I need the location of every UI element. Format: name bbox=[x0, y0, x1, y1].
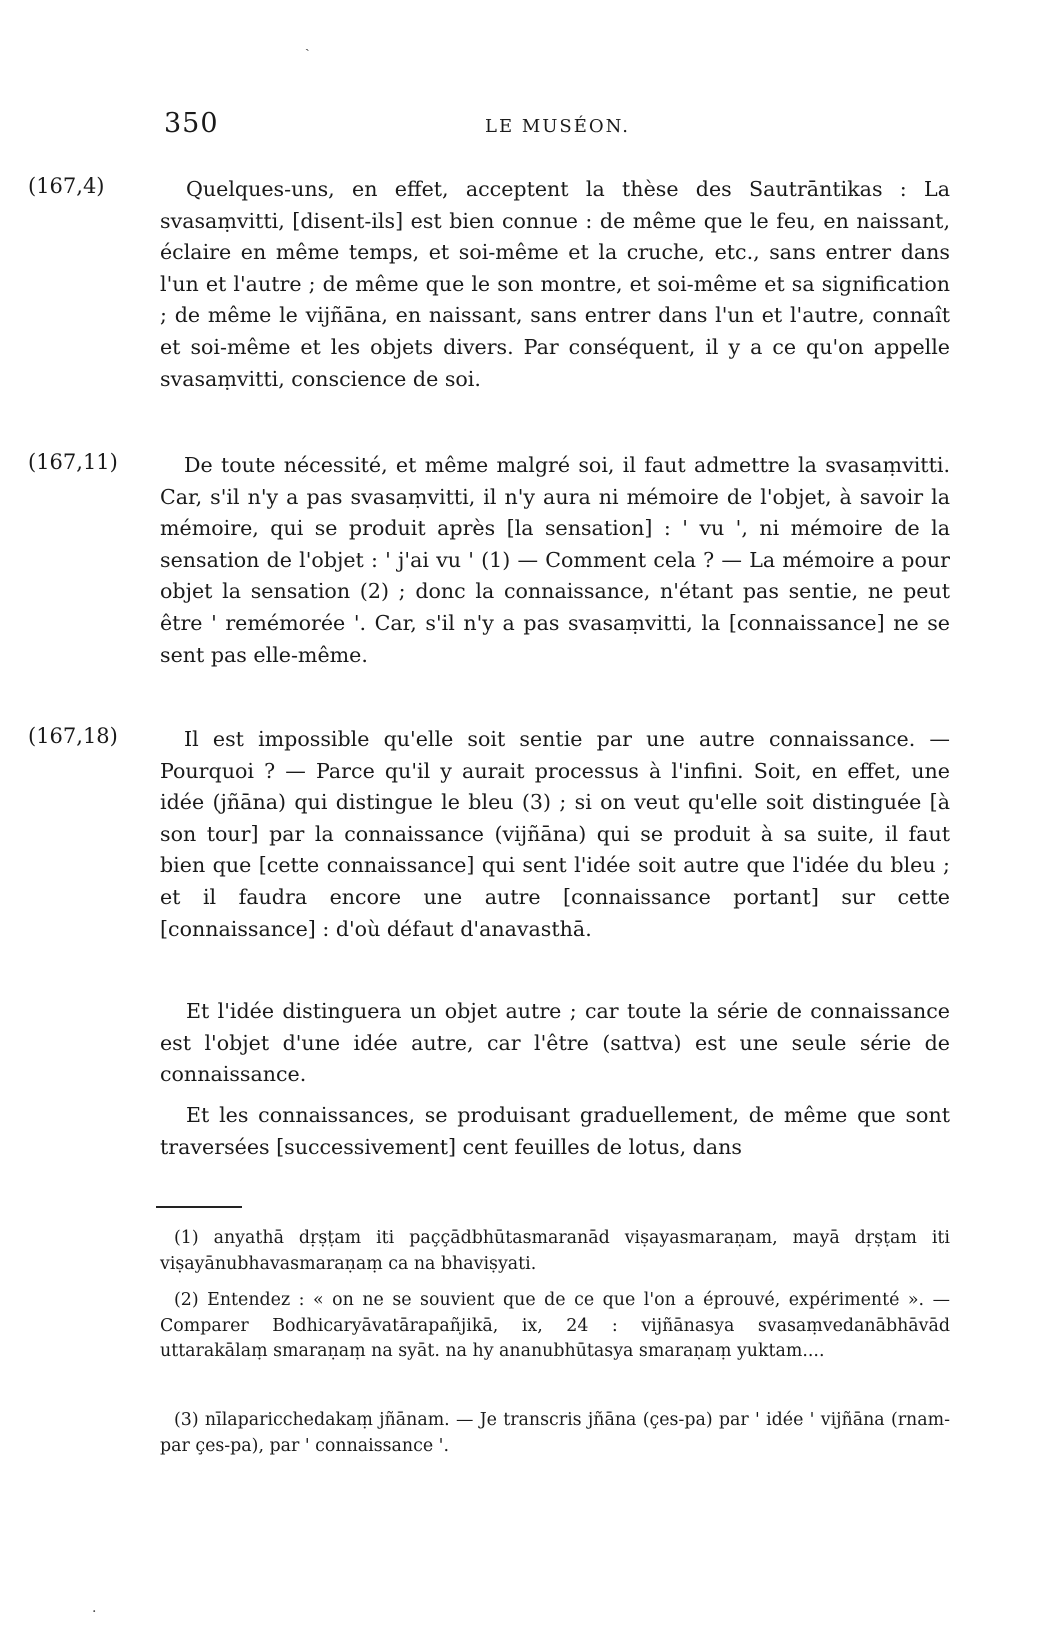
margin-ref-2: (167,11) bbox=[28, 450, 118, 474]
margin-ref-1: (167,4) bbox=[28, 174, 105, 198]
running-head bbox=[160, 108, 960, 148]
footnote-2: (2) Entendez : « on ne se souvient que de ce que l'on a éprouvé, expérimenté ». — Comparer Bodhicaryāvatārapañjikā, ix, 24 : vijñānasya svasaṃvedanābhāvād uttarakālaṃ smaraṇaṃ na syāt. na hy ananubhūtasya smaraṇaṃ yuktam.... bbox=[160, 1290, 950, 1361]
paragraph-4: Et l'idée distinguera un objet autre ; car toute la série de connaissance est l'objet d'une idée autre, car l'être (sattva) est une seule série de connaissance. bbox=[160, 999, 950, 1087]
paragraph-1: Quelques-uns, en effet, acceptent la thèse des Sautrāntikas : La svasaṃvitti, [disent-ils] est bien connue : de même que le feu, en naissant, éclaire en même temps, et soi-même et la cruche, etc., sans entrer dans l'un et l'autre ; de même que le son montre, et soi-même et sa signification ; de même le vijñāna, en naissant, sans entrer dans l'un et l'autre, connaît et soi-même et les objets divers. Par conséquent, il y a ce qu'on appelle svasaṃvitti, conscience de soi. bbox=[160, 177, 950, 391]
footnote-3: (3) nīlaparicchedakaṃ jñānam. — Je transcris jñāna (çes-pa) par ' idée ' vijñāna (rnam-par çes-pa), par ' connaissance '. bbox=[160, 1410, 950, 1456]
paragraph-5: Et les connaissances, se produisant graduellement, de même que sont traversées [successivement] cent feuilles de lotus, dans bbox=[160, 1103, 950, 1159]
footnote-1: (1) anyathā dṛṣṭam iti paççādbhūtasmaranād viṣayasmaraṇam, mayā dṛṣṭam iti viṣayānubhavasmaraṇaṃ ca na bhaviṣyati. bbox=[160, 1228, 950, 1274]
stray-mark-bottom: · bbox=[92, 1604, 97, 1620]
footnote-rule bbox=[156, 1206, 242, 1208]
paragraph-3: Il est impossible qu'elle soit sentie par une autre connaissance. — Pourquoi ? — Parce qu'il y aurait processus à l'infini. Soit, en effet, une idée (jñāna) qui distingue le bleu (3) ; si on veut qu'elle soit distinguée [à son tour] par la connaissance (vijñāna) qui se produit à sa suite, il faut bien que [cette connaissance] qui sent l'idée soit autre que l'idée du bleu ; et il faudra encore une autre [connaissance portant] sur cette [connaissance] : d'où défaut d'anavasthā. bbox=[160, 727, 950, 941]
journal-title: LE MUSÉON. bbox=[485, 116, 630, 137]
margin-ref-3: (167,18) bbox=[28, 724, 118, 748]
paragraph-2: De toute nécessité, et même malgré soi, il faut admettre la svasaṃvitti. Car, s'il n'y a pas svasaṃvitti, il n'y aura ni mémoire de l'objet, à savoir la mémoire, qui se produit après [la sensation] : ' vu ', ni mémoire de la sensation de l'objet : ' j'ai vu ' (1) — Comment cela ? — La mémoire a pour objet la sensation (2) ; donc la connaissance, n'étant pas sentie, ne peut être ' remémorée '. Car, s'il n'y a pas svasaṃvitti, la [connaissance] ne se sent pas elle-même. bbox=[160, 453, 950, 667]
stray-mark: ˏ bbox=[305, 36, 310, 52]
page-number: 350 bbox=[164, 108, 219, 139]
